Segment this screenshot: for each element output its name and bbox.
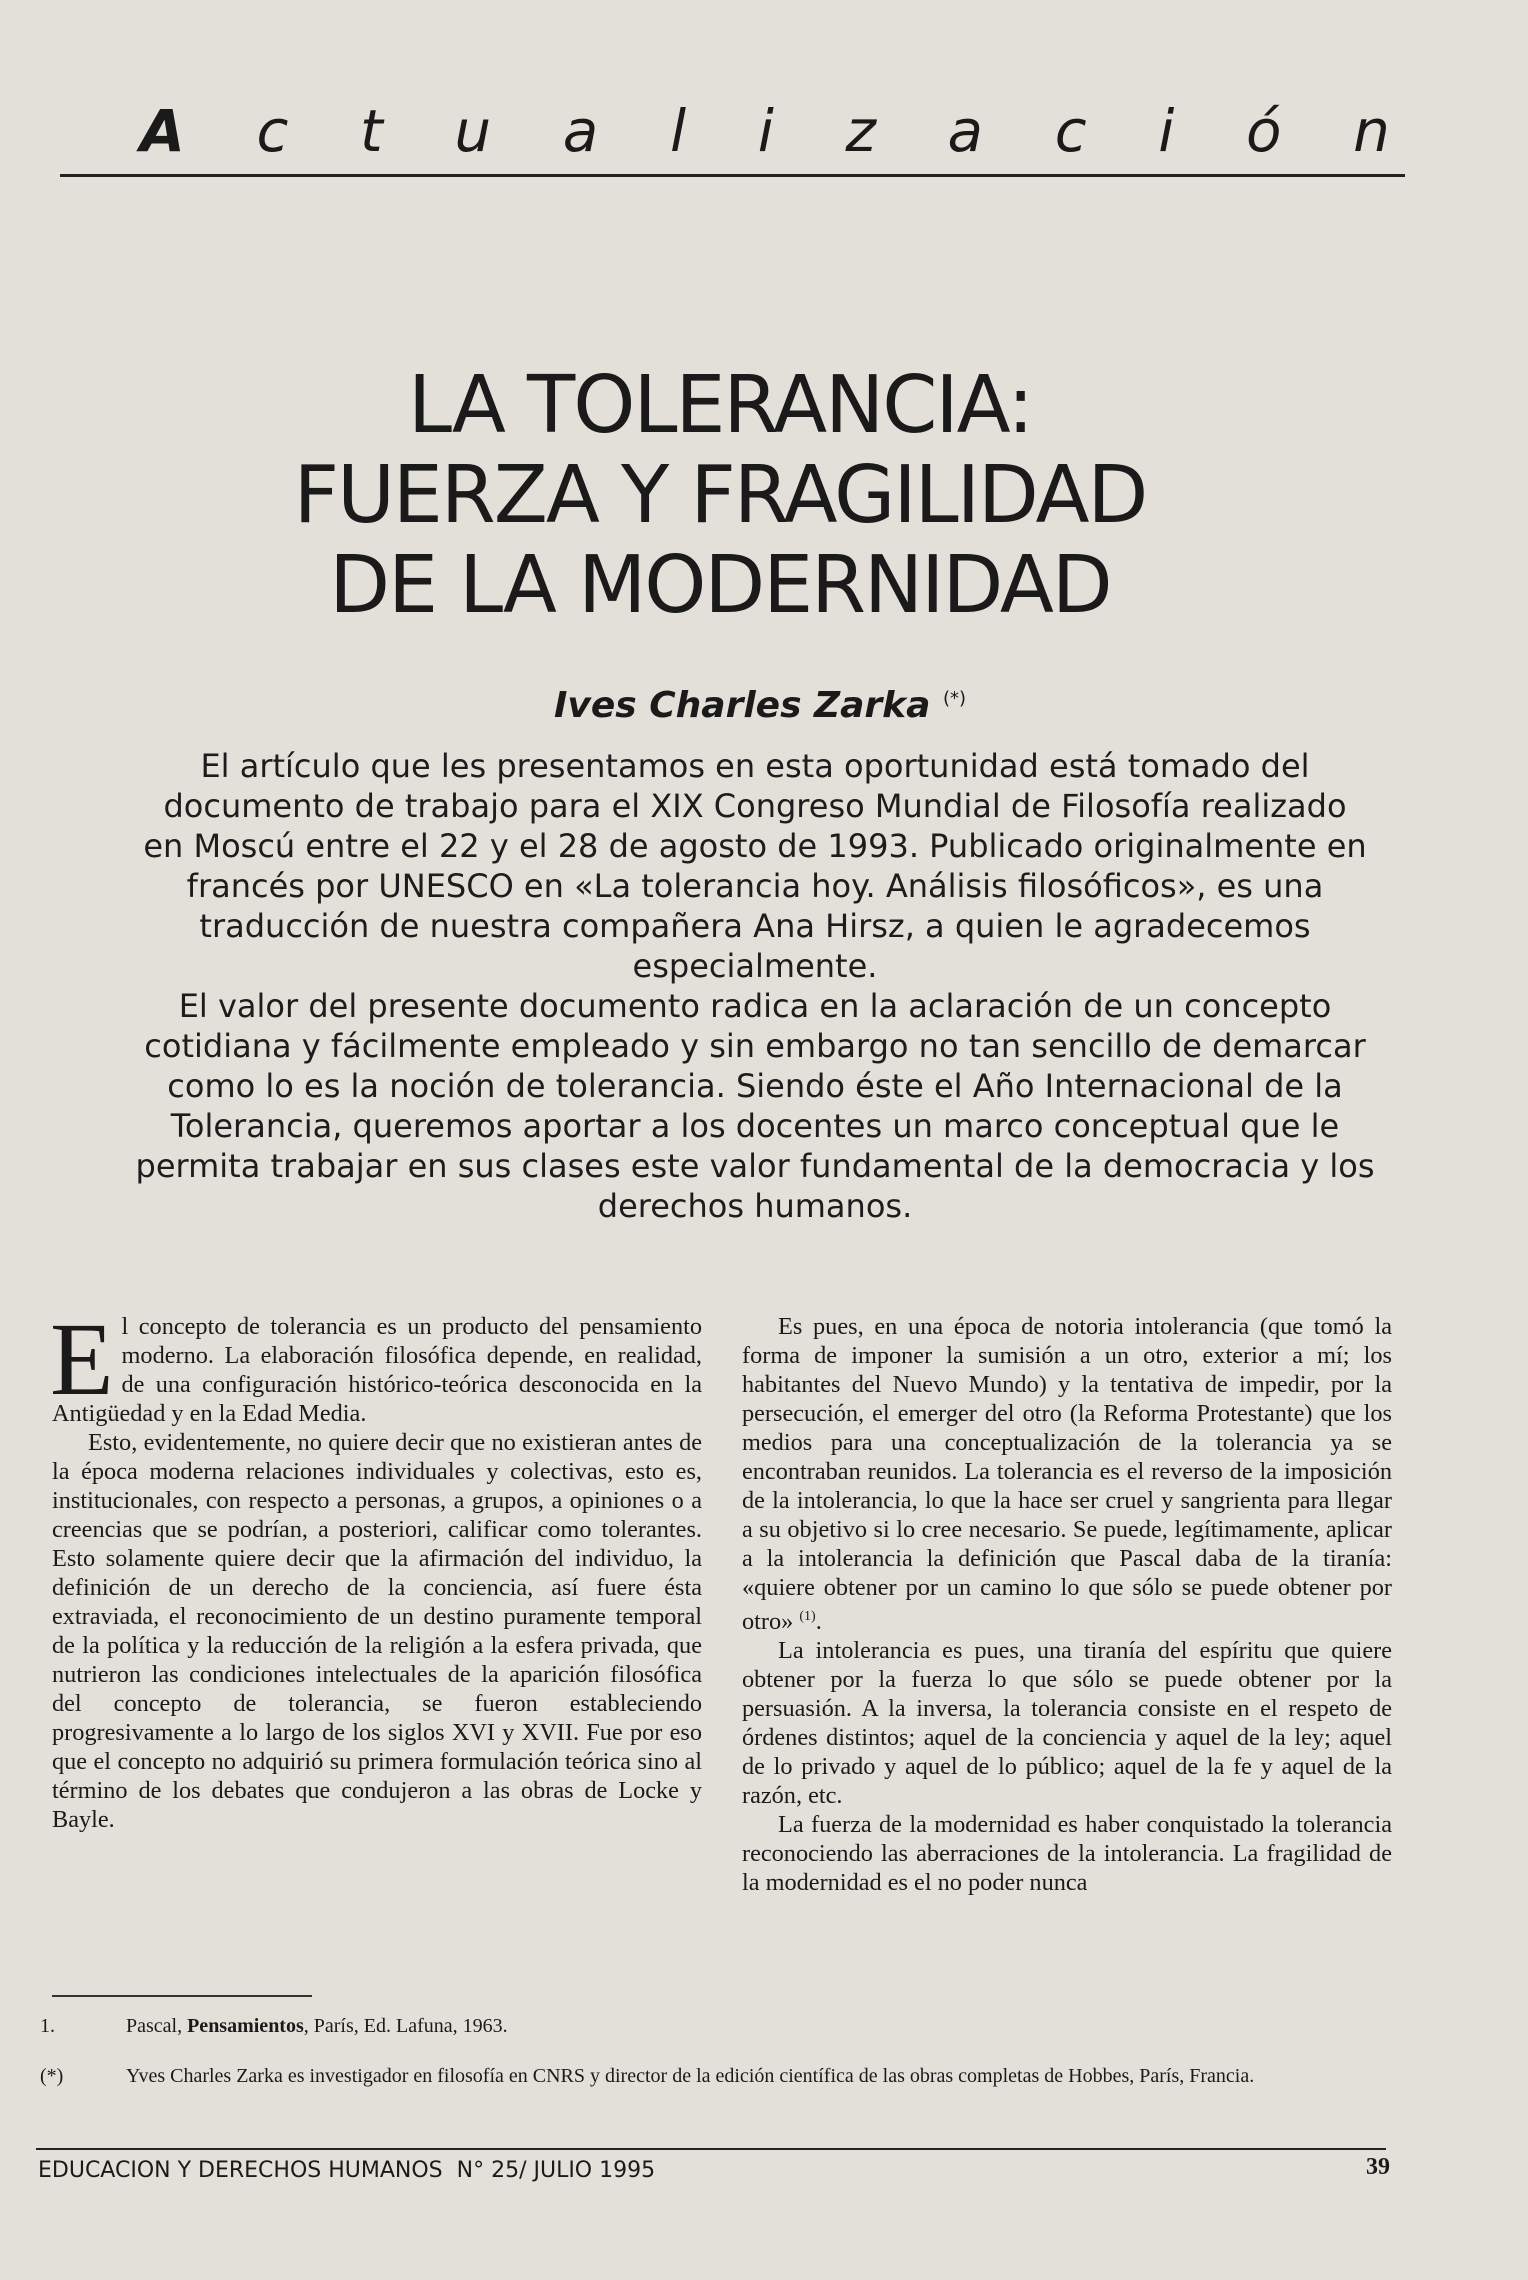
section-letter: i xyxy=(1158,97,1175,165)
footnote-text: Yves Charles Zarka es investigador en filosofía en CNRS y director de la edición científica de las obras completas de Hobbes, París, Francia. xyxy=(126,2065,1255,2087)
intro-paragraph xyxy=(50,746,1460,986)
body-column-left xyxy=(50,1302,702,1834)
section-letter: a xyxy=(562,97,599,165)
intro-line: cotidiana y fácilmente empleado y sin embargo no tan sencillo de demarcar xyxy=(144,1027,1366,1065)
section-letter: c xyxy=(1054,97,1087,165)
section-rule-divider xyxy=(60,174,1405,177)
author-footnote-mark: (*) xyxy=(942,688,967,709)
footer-publication: EDUCACION Y DERECHOS HUMANOS N° 25/ JULIO 1995 xyxy=(38,2158,656,2183)
section-letter: A xyxy=(140,97,185,165)
footnote-divider xyxy=(52,1995,312,1997)
article-title xyxy=(160,360,1280,630)
section-title xyxy=(140,98,1390,164)
intro-line: en Moscú entre el 22 y el 28 de agosto de 1993. Publicado originalmente en xyxy=(143,827,1367,865)
section-letter: z xyxy=(845,97,876,165)
body-text-end: . xyxy=(815,1608,822,1636)
body-paragraph xyxy=(742,1312,1392,1636)
footnote-text-post: , París, Ed. Lafuna, 1963. xyxy=(303,2015,508,2037)
section-letter: l xyxy=(669,97,687,165)
author-name: Ives Charles Zarka xyxy=(553,685,931,726)
body-paragraph: Esto, evidentemente, no quiere decir que no existieran antes de la época moderna relaciones individuales y colectivas, esto es, institucionales, con respecto a personas, a grupos, a opiniones o a creencias que se podrían, a posteriori, calificar como tolerantes. Esto solamente quiere decir que la afirmación del individuo, la definición de un derecho de la conciencia, así fuere ésta extraviada, el reconocimiento de un destino puramente temporal de la política y la reducción de la religión a la esfera privada, que nutrieron las condiciones intelectuales de la aparición filosófica del concepto de tolerancia, se fueron estableciendo progresivamente a lo largo de los siglos XVI y XVII. Fue por eso que el concepto no adquirió su primera formulación teórica sino al término de los debates que condujeron a las obras de Locke y Bayle. xyxy=(52,1429,702,1833)
intro-line: documento de trabajo para el XIX Congreso Mundial de Filosofía realizado xyxy=(163,787,1347,825)
section-letter: i xyxy=(757,97,774,165)
footnote-book-title: Pensamientos xyxy=(187,2015,304,2037)
footnote-1 xyxy=(40,2014,1420,2039)
section-letter: ó xyxy=(1245,97,1282,165)
intro-line: El valor del presente documento radica en la aclaración de un concepto xyxy=(178,987,1332,1025)
intro-line: derechos humanos. xyxy=(597,1187,913,1225)
page-number: 39 xyxy=(1366,2154,1390,2180)
section-letter: u xyxy=(454,97,492,165)
footer-divider xyxy=(36,2148,1386,2150)
body-paragraph: La fuerza de la modernidad es haber conquistado la tolerancia reconociendo las aberraciones de la intolerancia. La fragilidad de la modernidad es el no poder nunca xyxy=(742,1811,1392,1897)
section-letter: n xyxy=(1353,97,1390,165)
footnote-text xyxy=(126,2014,1420,2039)
intro-line: Tolerancia, queremos aportar a los docentes un marco conceptual que le xyxy=(170,1107,1340,1145)
body-text: l concepto de tolerancia es un producto del pensamiento moderno. La elaboración filosófica depende, en realidad, de una configuración histórico-teórica desconocida en la Antigüedad y en la Edad Media. xyxy=(52,1313,702,1427)
intro-line: permita trabajar en sus clases este valor fundamental de la democracia y los xyxy=(135,1147,1375,1185)
body-text: Es pues, en una época de notoria intolerancia (que tomó la forma de imponer la sumisión a un otro, exterior a mí; los habitantes del Nuevo Mundo) y la tentativa de impedir, por la persecución, el emerger del otro (la Reforma Protestante) que los medios para una conceptualización de la tolerancia ya se encontraban reunidos. La tolerancia es el reverso de la imposición de la intolerancia, lo que la hace ser cruel y sangrienta para llegar a su objetivo si lo cree necesario. Se puede, legítimamente, aplicar a la intolerancia la definición que Pascal daba de la tiranía: «quiere obtener por un camino lo que sólo se puede obtener por otro» xyxy=(742,1313,1392,1636)
article-author xyxy=(460,676,1060,729)
footnote-text-pre: Pascal, xyxy=(126,2015,188,2037)
intro-line: como lo es la noción de tolerancia. Siendo éste el Año Internacional de la xyxy=(167,1067,1343,1105)
section-header xyxy=(60,92,1405,178)
intro-line: francés por UNESCO en «La tolerancia hoy. Análisis filosóficos», es una xyxy=(186,867,1324,905)
body-paragraph: La intolerancia es pues, una tiranía del espíritu que quiere obtener por la fuerza lo que sólo se puede obtener por la persuasión. A la inversa, la tolerancia consiste en el respeto de órdenes distintos; aquel de la conciencia y aquel de la ley; aquel de lo privado y aquel de lo público; aquel de la fe y aquel de la razón, etc. xyxy=(742,1637,1392,1810)
body-column-right xyxy=(742,1312,1392,1897)
title-line: LA TOLERANCIA: xyxy=(408,359,1032,451)
intro-line: traducción de nuestra compañera Ana Hirsz, a quien le agradecemos xyxy=(199,907,1311,945)
body-paragraph xyxy=(50,1302,702,1428)
intro-line: especialmente. xyxy=(632,947,878,985)
footnote-author xyxy=(40,2064,1420,2089)
title-line: DE LA MODERNIDAD xyxy=(329,539,1111,631)
footnote-number: 1. xyxy=(40,2015,55,2037)
footnote-reference: (1) xyxy=(799,1609,816,1624)
footnote-number: (*) xyxy=(40,2065,64,2087)
article-intro xyxy=(50,746,1460,1226)
intro-line: El artículo que les presentamos en esta oportunidad está tomado del xyxy=(200,747,1310,785)
title-line: FUERZA Y FRAGILIDAD xyxy=(293,449,1147,541)
section-letter: c xyxy=(256,97,289,165)
intro-paragraph xyxy=(50,986,1460,1226)
section-letter: t xyxy=(360,97,383,165)
section-letter: a xyxy=(947,97,984,165)
drop-cap: E xyxy=(50,1302,114,1417)
